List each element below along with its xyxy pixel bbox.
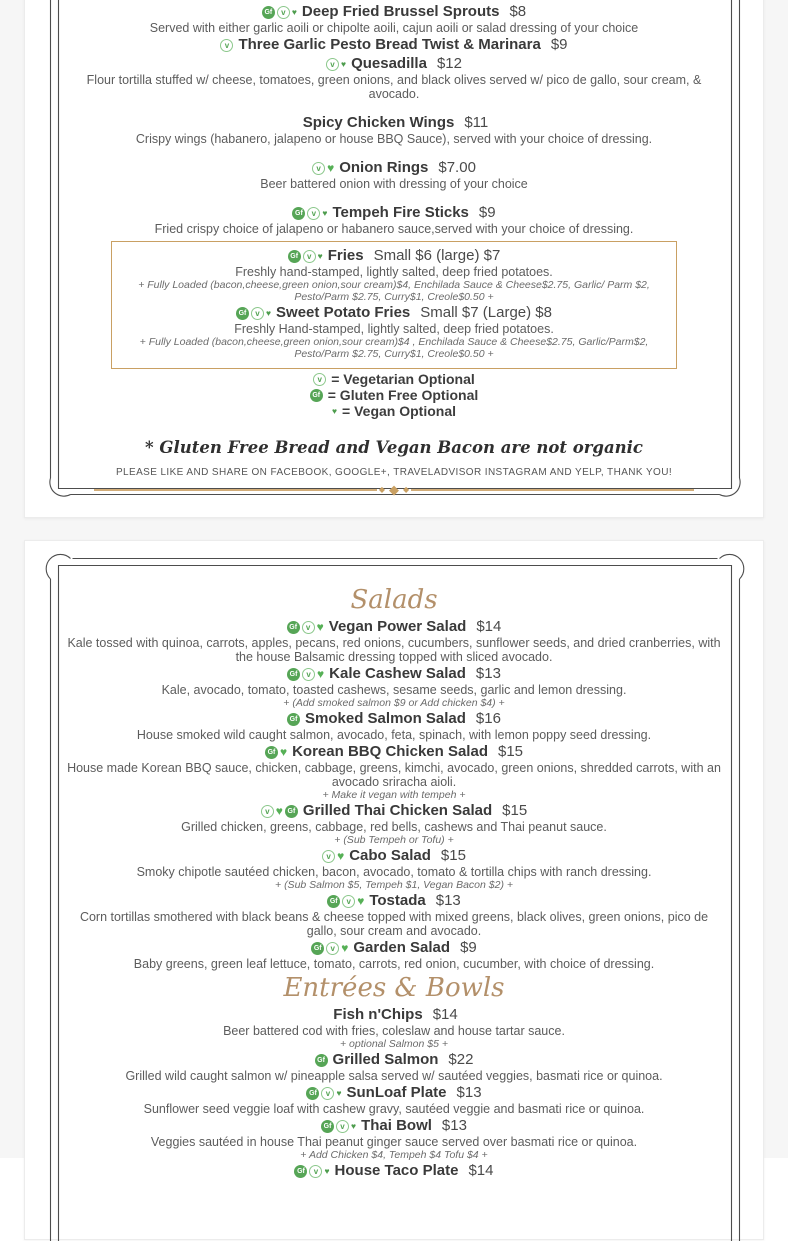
- vegetarian-icon: v: [303, 250, 316, 263]
- vegan-heart-icon: ♥: [327, 160, 335, 175]
- item-title-line: [67, 114, 721, 132]
- legend-text: = Vegetarian Optional: [331, 371, 475, 387]
- vegetarian-icon: v: [342, 895, 355, 908]
- vegetarian-icon: v: [326, 942, 339, 955]
- gluten-free-icon: Gf: [262, 6, 275, 19]
- gluten-free-icon: Gf: [287, 668, 300, 681]
- item-name: Three Garlic Pesto Bread Twist & Marinara: [238, 36, 541, 53]
- menu-item: [67, 710, 721, 742]
- menu-item: [67, 36, 721, 54]
- item-name: Quesadilla: [351, 55, 427, 72]
- section-heading-salads: Salads: [350, 585, 438, 615]
- item-name: Thai Bowl: [361, 1117, 432, 1134]
- vegetarian-icon: v: [321, 1087, 334, 1100]
- item-title-line: [67, 1162, 721, 1180]
- menu-item: [67, 1117, 721, 1161]
- vegan-optional-heart-icon: ♥: [317, 250, 323, 261]
- item-price: $9: [478, 204, 496, 221]
- menu-item: [67, 743, 721, 801]
- vegan-heart-icon: ♥: [337, 848, 345, 863]
- gluten-free-icon: Gf: [236, 307, 249, 320]
- fries-item-list: [122, 247, 666, 360]
- vegetarian-icon: v: [277, 6, 290, 19]
- item-description: Grilled wild caught salmon w/ pineapple salsa served w/ sautéed veggies, basmati rice or quinoa.: [125, 1069, 663, 1083]
- gluten-free-icon: Gf: [287, 621, 300, 634]
- item-title-line: [67, 1051, 721, 1069]
- gluten-free-icon: Gf: [311, 942, 324, 955]
- item-title-line: [67, 847, 721, 865]
- menu-card-appetizers: [24, 0, 764, 518]
- item-price: $16: [475, 710, 501, 727]
- item-addons: + (Sub Salmon $5, Tempeh $1, Vegan Bacon $2) +: [275, 879, 513, 891]
- item-addons: + (Sub Tempeh or Tofu) +: [334, 834, 454, 846]
- vegetarian-icon: v: [220, 39, 233, 52]
- vegetarian-icon: v: [326, 58, 339, 71]
- vegan-heart-icon: ♥: [357, 893, 365, 908]
- item-price: $14: [468, 1162, 494, 1179]
- item-description: Kale, avocado, tomato, toasted cashews, sesame seeds, garlic and lemon dressing.: [161, 683, 627, 697]
- vegan-heart-icon: ♥: [317, 666, 325, 681]
- section-heading-entrees-bowls: Entrées & Bowls: [283, 973, 505, 1003]
- item-addons: + Add Chicken $4, Tempeh $4 Tofu $4 +: [300, 1149, 488, 1161]
- gluten-free-icon: Gf: [306, 1087, 319, 1100]
- item-addons: + (Add smoked salmon $9 or Add chicken $4) +: [283, 697, 505, 709]
- menu-item: [67, 55, 721, 101]
- item-price: $11: [464, 114, 489, 131]
- vegetarian-icon: v: [312, 162, 325, 175]
- vegetarian-icon: v: [336, 1120, 349, 1133]
- gluten-free-icon: Gf: [285, 805, 298, 818]
- vegan-optional-heart-icon: ♥: [331, 405, 338, 416]
- item-title-line: [67, 3, 721, 21]
- item-name: Tempeh Fire Sticks: [332, 204, 469, 221]
- item-price: $14: [476, 618, 502, 635]
- item-name: Fish n'Chips: [333, 1006, 423, 1023]
- item-name: Spicy Chicken Wings: [302, 114, 455, 131]
- item-description: Freshly Hand-stamped, lightly salted, deep fried potatoes.: [234, 322, 554, 336]
- item-price: $15: [502, 802, 528, 819]
- item-price: $13: [435, 892, 461, 909]
- item-description: Fried crispy choice of jalapeno or habanero sauce,served with your choice of dressing.: [154, 222, 634, 236]
- vegetarian-icon: v: [302, 621, 315, 634]
- gluten-free-icon: Gf: [265, 746, 278, 759]
- item-title-line: [67, 802, 721, 820]
- item-title-line: [67, 36, 721, 54]
- item-description: House made Korean BBQ sauce, chicken, cabbage, greens, kimchi, avocado, green onions, shredded carrots, with an avocado sriracha aioli.: [67, 761, 721, 789]
- item-description: Sunflower seed veggie loaf with cashew gravy, sautéed veggie and basmati rice or quinoa.: [143, 1102, 645, 1116]
- organic-disclaimer-note: * Gluten Free Bread and Vegan Bacon are not organic: [145, 438, 643, 457]
- vegan-heart-icon: ♥: [279, 744, 288, 759]
- gluten-free-icon: Gf: [292, 207, 305, 220]
- gluten-free-icon: Gf: [294, 1165, 307, 1178]
- vegetarian-icon: v: [302, 668, 315, 681]
- menu-item: [67, 114, 721, 146]
- salads-entrees-content: [25, 541, 763, 1180]
- item-description: Freshly hand-stamped, lightly salted, deep fried potatoes.: [235, 265, 553, 279]
- menu-card-salads-entrees: [24, 540, 764, 1240]
- social-share-line: PLEASE LIKE AND SHARE ON FACEBOOK, GOOGLE+, TRAVELADVISOR INSTAGRAM AND YELP, THANK YOU!: [115, 467, 672, 478]
- item-title-line: [67, 1006, 721, 1024]
- item-title-line: [67, 1084, 721, 1102]
- item-name: Deep Fried Brussel Sprouts: [301, 3, 500, 20]
- item-name: Onion Rings: [339, 159, 429, 176]
- appetizers-content: [25, 0, 763, 496]
- gluten-free-icon: Gf: [327, 895, 340, 908]
- vegan-heart-icon: ♥: [275, 803, 283, 818]
- vegetarian-icon: v: [313, 373, 326, 386]
- menu-item: [67, 665, 721, 709]
- item-title-line: [67, 55, 721, 73]
- diamond-icon: ◆: [403, 485, 410, 494]
- item-description: House smoked wild caught salmon, avocado, feta, spinach, with lemon poppy seed dressing.: [136, 728, 652, 742]
- gold-diamond-divider: [94, 483, 694, 496]
- item-name: Cabo Salad: [349, 847, 431, 864]
- item-price: Small $6 (large) $7: [373, 247, 501, 264]
- item-price: $13: [475, 665, 501, 682]
- item-name: Smoked Salmon Salad: [305, 710, 466, 727]
- legend-row-vegetarian: [67, 371, 721, 387]
- vegetarian-icon: v: [261, 805, 274, 818]
- menu-item: [67, 802, 721, 846]
- menu-item: [67, 1162, 721, 1180]
- item-description: Flour tortilla stuffed w/ cheese, tomatoes, green onions, and black olives served w/ pico de gallo, sour cream, & avocado.: [86, 73, 702, 101]
- item-price: $9: [460, 939, 477, 956]
- diamond-icon: ◆: [378, 485, 385, 494]
- menu-item: [67, 618, 721, 664]
- item-price: $13: [441, 1117, 467, 1134]
- item-title-line: [67, 1117, 721, 1135]
- dietary-legend: [67, 371, 721, 419]
- item-name: Sweet Potato Fries: [276, 304, 411, 321]
- entrees-item-list: [67, 1006, 721, 1180]
- menu-item: [67, 892, 721, 938]
- item-addons: + Fully Loaded (bacon,cheese,green onion,sour cream)$4 , Enchilada Sauce & Cheese$2.75, Garlic/Parm$2, Pesto/Parm $2.75, Curry$1, Creole$0.50 +: [139, 336, 649, 360]
- menu-item: [67, 204, 721, 236]
- menu-item: [67, 1051, 721, 1083]
- item-name: SunLoaf Plate: [346, 1084, 447, 1101]
- item-title-line: [67, 204, 721, 222]
- menu-item: [67, 939, 721, 971]
- item-price: $22: [448, 1051, 474, 1068]
- salads-item-list: [67, 618, 721, 971]
- item-title-line: [67, 892, 721, 910]
- gluten-free-icon: Gf: [287, 713, 300, 726]
- appetizer-item-list: [67, 3, 721, 236]
- menu-item: [67, 1084, 721, 1116]
- item-price: $15: [497, 743, 524, 760]
- item-name: Kale Cashew Salad: [329, 665, 466, 682]
- item-name: Grilled Thai Chicken Salad: [302, 802, 493, 819]
- menu-item: [122, 247, 666, 303]
- vegetarian-icon: v: [251, 307, 264, 320]
- divider-line: [94, 489, 377, 491]
- menu-item: [67, 1006, 721, 1050]
- item-name: Vegan Power Salad: [328, 618, 467, 635]
- item-title-line: [122, 247, 666, 265]
- item-title-line: [67, 665, 721, 683]
- item-title-line: [122, 304, 666, 322]
- vegan-optional-heart-icon: ♥: [291, 6, 297, 17]
- vegetarian-icon: v: [307, 207, 320, 220]
- item-description: Beer battered cod with fries, coleslaw and house tartar sauce.: [223, 1024, 565, 1038]
- legend-text: = Gluten Free Optional: [327, 387, 479, 403]
- vegan-optional-heart-icon: ♥: [322, 207, 328, 218]
- item-price: $12: [436, 55, 462, 72]
- item-description: Served with either garlic aoili or chipolte aoili, cajun aoili or salad dressing of your choice: [149, 21, 639, 35]
- vegan-heart-icon: ♥: [341, 940, 349, 955]
- gluten-free-icon: Gf: [310, 389, 323, 402]
- vegan-optional-heart-icon: ♥: [324, 1165, 330, 1176]
- item-price: $15: [440, 847, 466, 864]
- item-addons: + optional Salmon $5 +: [340, 1038, 448, 1050]
- item-description: Corn tortillas smothered with black beans & cheese topped with mixed greens, black olives, green onions, pico de gallo, sour cream and avocado.: [79, 910, 709, 938]
- diamond-icon: ◆: [389, 482, 399, 497]
- vegan-optional-heart-icon: ♥: [266, 307, 272, 318]
- legend-row-vegan: [67, 403, 721, 419]
- item-name: Tostada: [369, 892, 426, 909]
- item-title-line: [67, 743, 721, 761]
- vegetarian-icon: v: [309, 1165, 322, 1178]
- legend-text: = Vegan Optional: [342, 403, 456, 419]
- menu-item: [122, 304, 666, 360]
- item-price: $7.00: [438, 159, 476, 176]
- item-title-line: [67, 710, 721, 728]
- item-description: Crispy wings (habanero, jalapeno or house BBQ Sauce), served with your choice of dressing.: [135, 132, 653, 146]
- item-description: Beer battered onion with dressing of your choice: [260, 177, 528, 191]
- vegan-optional-heart-icon: ♥: [351, 1120, 357, 1131]
- item-addons: + Fully Loaded (bacon,cheese,green onion,sour cream)$4, Enchilada Sauce & Cheese$2.75, Garlic/ Parm $2, Pesto/Parm $2.75, Curry$1, Creole$0.50 +: [138, 279, 650, 303]
- vegan-heart-icon: ♥: [316, 619, 324, 634]
- vegan-optional-heart-icon: ♥: [336, 1087, 342, 1098]
- item-price: $13: [456, 1084, 482, 1101]
- menu-item: [67, 3, 721, 35]
- gluten-free-icon: Gf: [288, 250, 301, 263]
- item-description: Veggies sautéed in house Thai peanut ginger sauce served over basmati rice or quinoa.: [150, 1135, 638, 1149]
- item-addons: + Make it vegan with tempeh +: [322, 789, 466, 801]
- item-price: $14: [432, 1006, 458, 1023]
- item-name: House Taco Plate: [334, 1162, 459, 1179]
- menu-item: [67, 159, 721, 191]
- item-name: Fries: [327, 247, 364, 264]
- item-name: Garden Salad: [353, 939, 451, 956]
- fries-specials-box: [111, 241, 677, 369]
- vegetarian-icon: v: [322, 850, 335, 863]
- item-price: $8: [509, 3, 527, 20]
- menu-item: [67, 847, 721, 891]
- item-name: Grilled Salmon: [332, 1051, 439, 1068]
- item-price: Small $7 (Large) $8: [420, 304, 552, 321]
- item-description: Smoky chipotle sautéed chicken, bacon, avocado, tomato & tortilla chips with ranch dressing.: [136, 865, 652, 879]
- vegan-optional-heart-icon: ♥: [341, 58, 347, 69]
- item-price: $9: [550, 36, 568, 53]
- item-title-line: [67, 159, 721, 177]
- gluten-free-icon: Gf: [321, 1120, 334, 1133]
- item-name: Korean BBQ Chicken Salad: [292, 743, 488, 760]
- legend-row-gluten-free: [67, 387, 721, 403]
- item-title-line: [67, 939, 721, 957]
- divider-line: [411, 489, 694, 491]
- item-description: Grilled chicken, greens, cabbage, red bells, cashews and Thai peanut sauce.: [181, 820, 607, 834]
- item-description: Baby greens, green leaf lettuce, tomato, carrots, red onion, cucumber, with choice of dressing.: [133, 957, 655, 971]
- gluten-free-icon: Gf: [315, 1054, 328, 1067]
- item-title-line: [67, 618, 721, 636]
- item-description: Kale tossed with quinoa, carrots, apples, pecans, red onions, cucumbers, sunflower seeds, and dried cranberries, with the house Balsamic dressing topped with sliced avocado.: [67, 636, 721, 664]
